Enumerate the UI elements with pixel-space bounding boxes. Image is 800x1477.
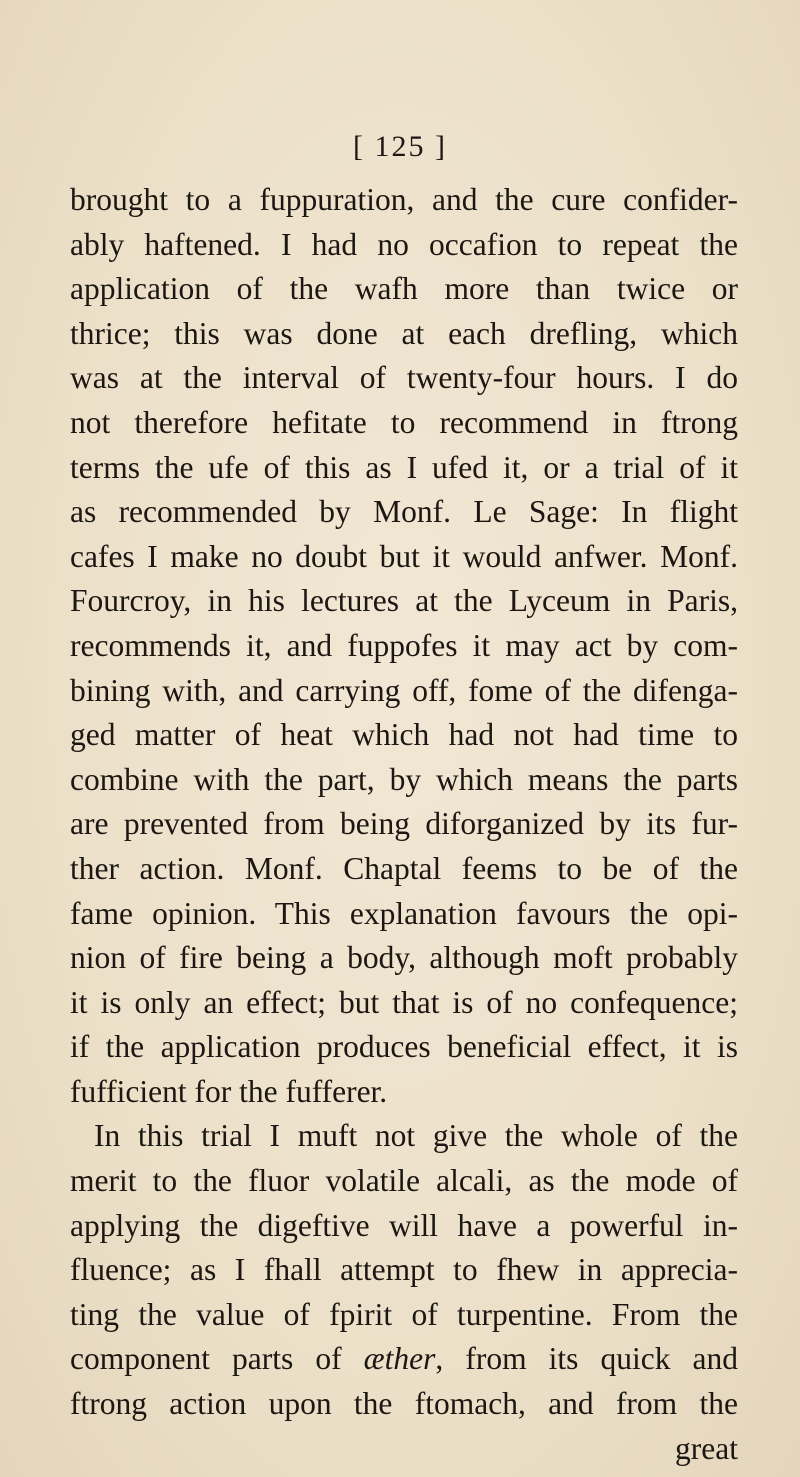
text-line: it is only an effect; but that is of no confequence; <box>70 984 738 1020</box>
text-line: nion of fire being a body, although moft probably <box>70 940 738 976</box>
text-line-with-italic <box>70 1337 738 1382</box>
text-line: was at the interval of twenty-four hours. I do <box>70 360 738 396</box>
text-line: ting the value of fpirit of turpentine. From the <box>70 1296 738 1332</box>
text-segment: , from its quick and <box>435 1341 739 1377</box>
italic-word: æther <box>363 1341 436 1377</box>
paragraph-start-line: In this trial I muft not give the whole of the <box>94 1118 738 1154</box>
text-line: combine with the part, by which means the parts <box>70 761 738 797</box>
text-line: ftrong action upon the ftomach, and from the <box>70 1386 738 1422</box>
text-line: applying the digeftive will have a powerful in- <box>70 1207 738 1243</box>
text-line: as recommended by Monf. Le Sage: In flight <box>70 494 738 530</box>
paragraph-end-line: fufficient for the fufferer. <box>70 1073 388 1109</box>
text-line: fluence; as I fhall attempt to fhew in apprecia- <box>70 1252 738 1288</box>
text-line: fame opinion. This explanation favours the opi- <box>70 895 738 931</box>
text-line: merit to the fluor volatile alcali, as the mode of <box>70 1163 738 1199</box>
text-line: ably haftened. I had no occafion to repeat the <box>70 226 738 262</box>
page-number: [ 125 ] <box>353 130 447 163</box>
text-line: terms the ufe of this as I ufed it, or a trial of it <box>70 449 738 485</box>
text-line: recommends it, and fuppofes it may act by com- <box>70 627 738 663</box>
text-segment: component parts of <box>70 1341 342 1377</box>
text-line: ged matter of heat which had not had time to <box>70 717 738 753</box>
text-line: brought to a fuppuration, and the cure confider- <box>70 182 738 217</box>
text-line: thrice; this was done at each drefling, which <box>70 315 738 351</box>
body-text <box>70 178 738 1471</box>
text-line: ther action. Monf. Chaptal feems to be of the <box>70 850 738 886</box>
text-line: not therefore hefitate to recommend in ftrong <box>70 404 738 440</box>
text-line: bining with, and carrying off, fome of the difenga- <box>70 672 738 708</box>
catchword: great <box>675 1430 738 1466</box>
text-line: Fourcroy, in his lectures at the Lyceum in Paris, <box>70 583 738 619</box>
text-line: cafes I make no doubt but it would anfwer. Monf. <box>70 538 738 574</box>
text-line: application of the wafh more than twice or <box>70 271 738 307</box>
text-line: if the application produces beneficial effect, it is <box>70 1029 738 1065</box>
text-line: are prevented from being diforganized by its fur- <box>70 806 738 842</box>
